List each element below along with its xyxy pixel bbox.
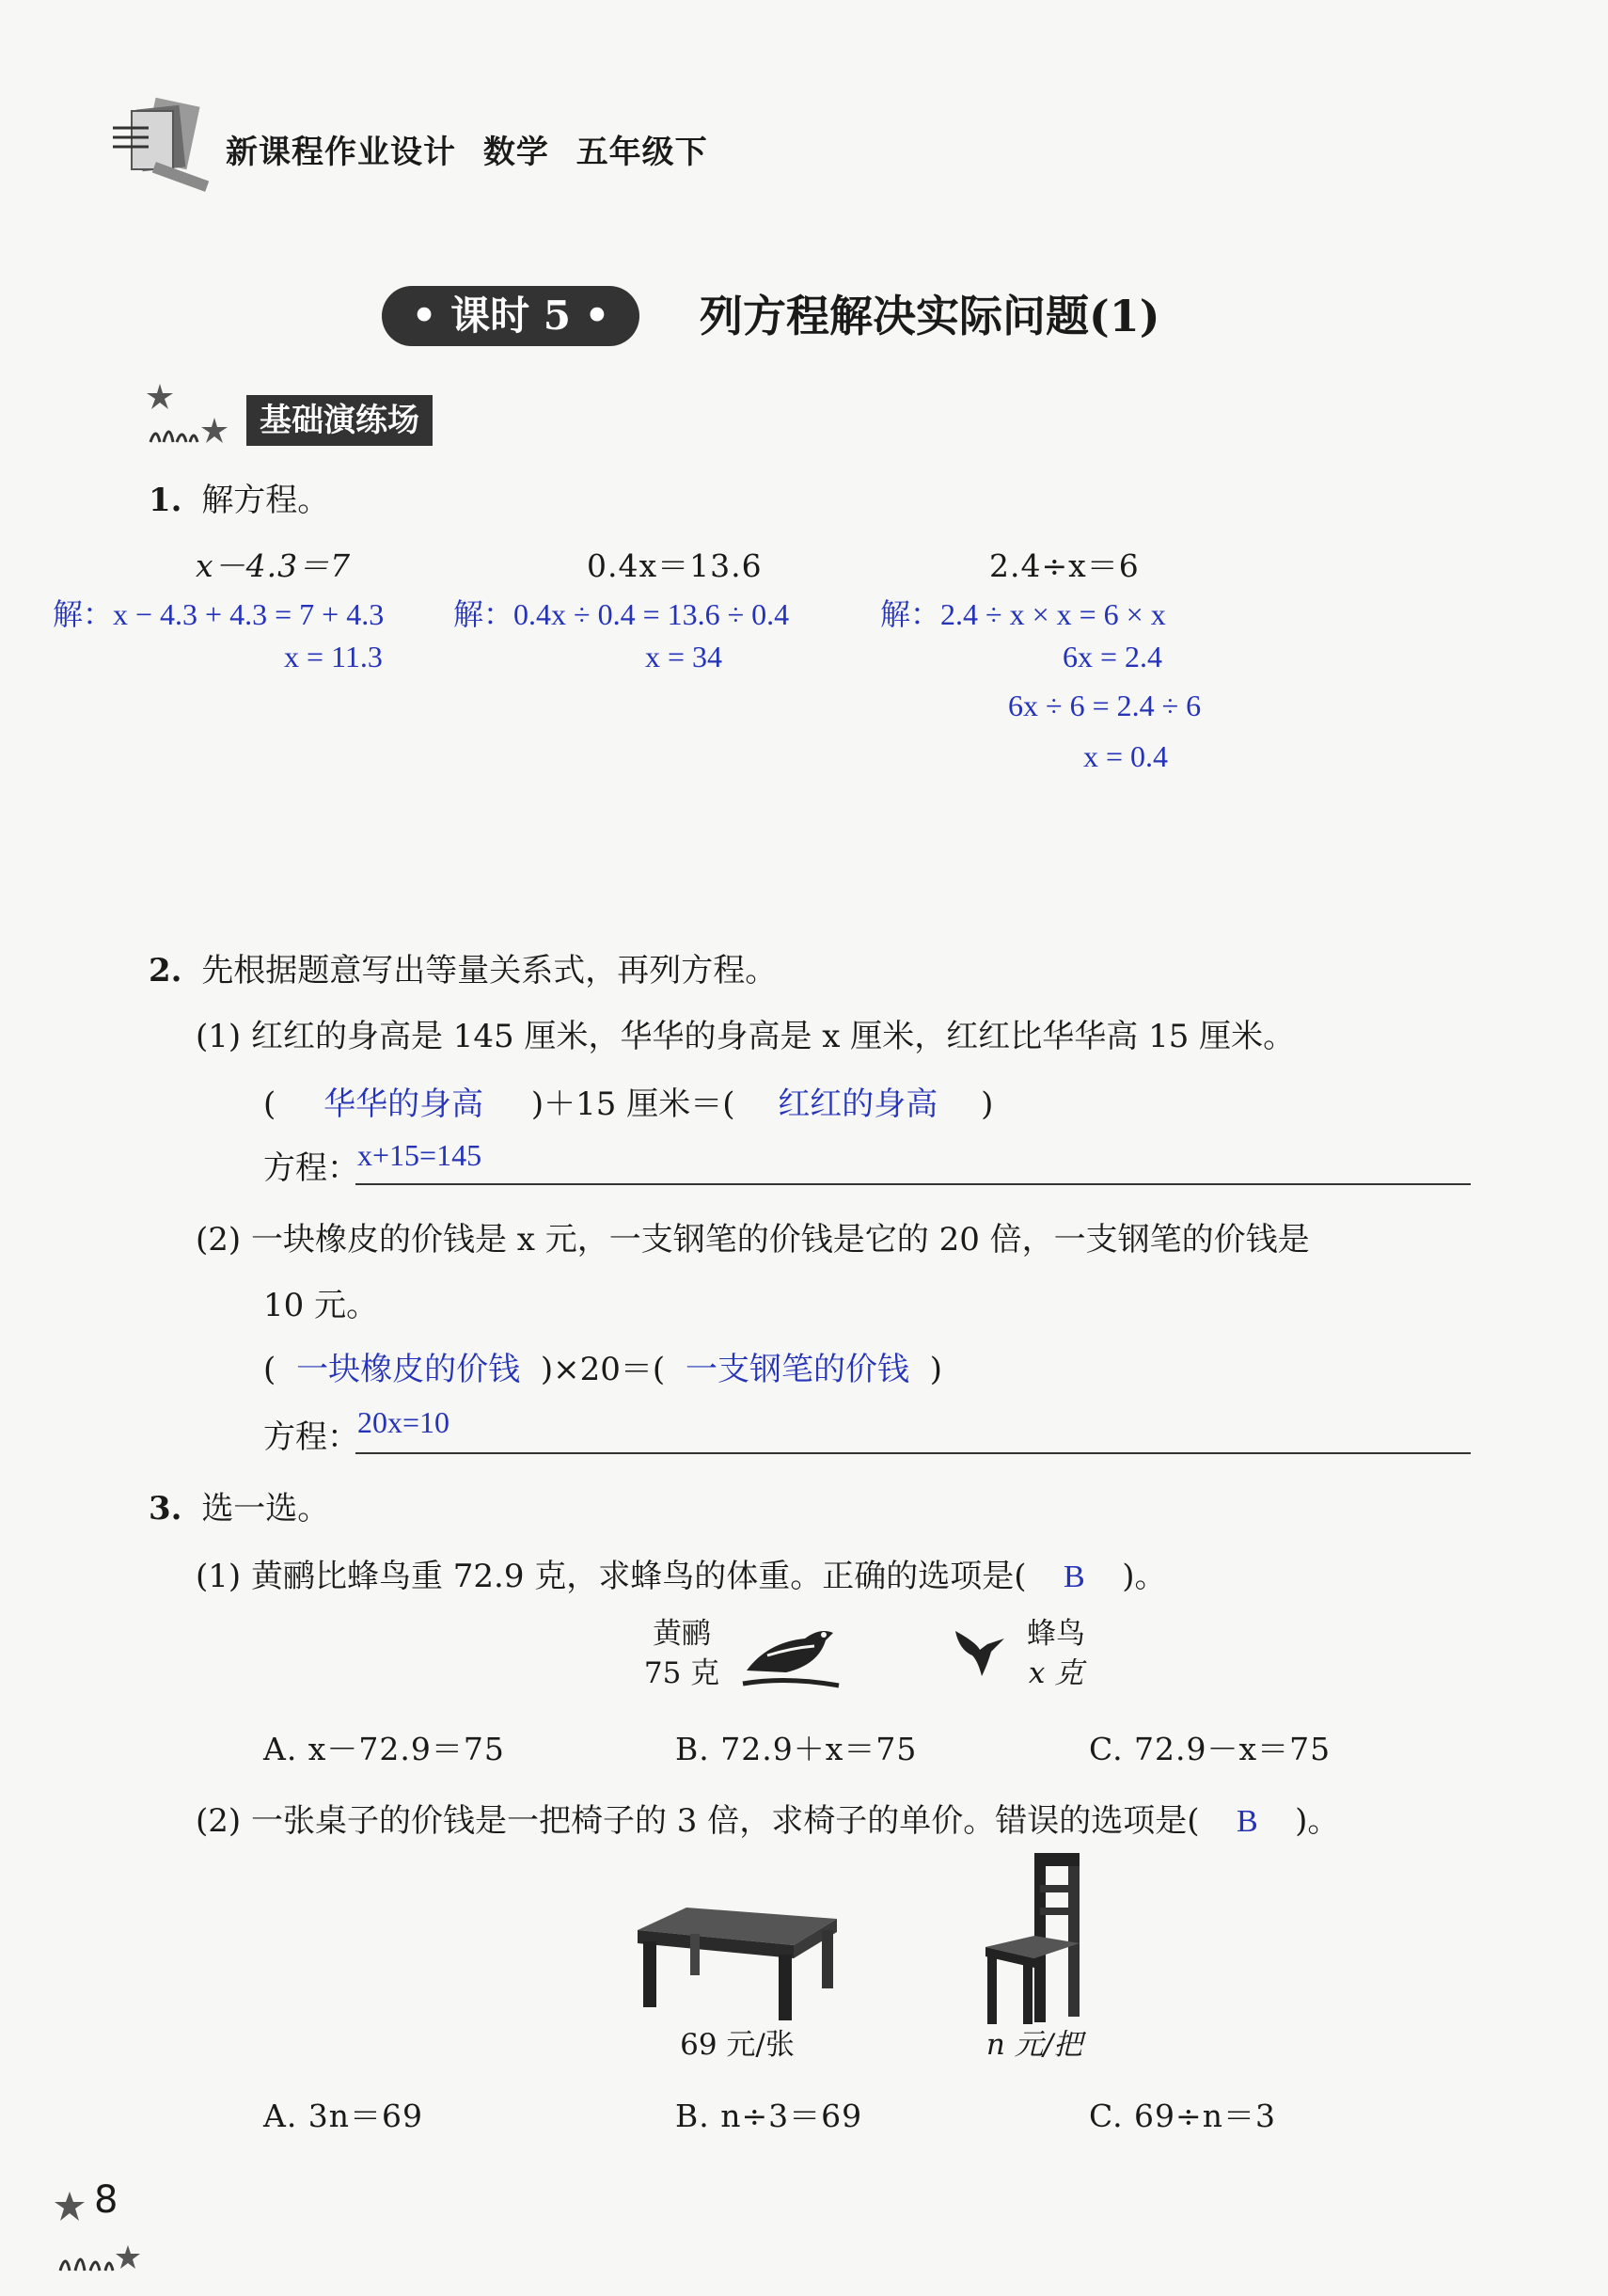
q2-p2-relation: ( 一块橡皮的价钱 )×20＝( 一支钢笔的价钱 ) (263, 1343, 1110, 1389)
q1-equation-a: x－4.3＝7 (196, 547, 352, 584)
table-image (634, 1900, 841, 2022)
oriole-weight: 75 克 (643, 1656, 720, 1690)
q1-answer-c-line3: 6x ÷ 6 = 2.4 ÷ 6 (1008, 689, 1202, 722)
q1-answer-a-line1: 解：x − 4.3 + 4.3 = 7 + 4.3 (53, 597, 385, 631)
q3-p2-option-c: C. 69÷n＝3 (1089, 2098, 1276, 2134)
q2-p1-blank2: 红红的身高 (778, 1087, 938, 1122)
q2-p2-equation-label: 方程： (263, 1418, 359, 1456)
lesson-title: 列方程解决实际问题(1) (700, 291, 1160, 341)
q1-answer-b-line2: x = 34 (645, 640, 723, 673)
q1-equation-b: 0.4x＝13.6 (587, 547, 763, 584)
q1-answer-c-line1: 解：2.4 ÷ x × x = 6 × x (880, 597, 1166, 631)
hummingbird-image (950, 1622, 1010, 1682)
q3-p2-answer: B (1236, 1804, 1258, 1839)
q3-p1-option-c: C. 72.9－x＝75 (1089, 1731, 1332, 1767)
q3-p1-answer: B (1064, 1560, 1085, 1594)
q3-prompt: 3. 选一选。 (149, 1490, 330, 1528)
q2-p2-equation-answer: 20x=10 (357, 1405, 450, 1439)
q2-p2-blank2: 一支钢笔的价钱 (685, 1353, 909, 1387)
q3-p1-option-b: B. 72.9＋x＝75 (675, 1731, 918, 1767)
oriole-icon (739, 1614, 843, 1697)
q2-p2-blank1: 一块橡皮的价钱 (296, 1353, 521, 1387)
q2-p1-equation-answer: x+15=145 (357, 1138, 482, 1172)
q3-p1-option-a: A. x－72.9＝75 (263, 1731, 505, 1767)
q1-answer-c-line2: 6x = 2.4 (1063, 640, 1163, 673)
q2-p1-relation: ( 华华的身高 )＋15 厘米＝( 红红的身高 ) (263, 1078, 1110, 1124)
oriole-image (739, 1614, 843, 1697)
books-icon (111, 94, 214, 198)
q2-p1-equation-line (355, 1183, 1471, 1185)
table-icon (634, 1900, 841, 2022)
q3-p2-option-b: B. n÷3＝69 (675, 2098, 863, 2134)
q2-p2-text-line2: 10 元。 (263, 1287, 379, 1324)
q3-p2-option-a: A. 3n＝69 (263, 2098, 424, 2134)
oriole-caption (630, 1614, 733, 1693)
q2-p1-text: (1) 红红的身高是 145 厘米，华华的身高是 x 厘米，红红比华华高 15 厘米。 (196, 1018, 1296, 1055)
q2-prompt: 2. 先根据题意写出等量关系式，再列方程。 (149, 952, 778, 990)
book-title: 新课程作业设计 (226, 134, 456, 171)
chair-image (978, 1849, 1091, 2028)
flower-grass-icon (141, 376, 244, 448)
q1-answer-a-line2: x = 11.3 (284, 640, 383, 673)
header-logo (111, 94, 214, 198)
q3-p1-text: (1) 黄鹂比蜂鸟重 72.9 克，求蜂鸟的体重。正确的选项是( B )。 (196, 1558, 1167, 1595)
table-price: 69 元/张 (680, 2028, 795, 2062)
hummingbird-icon (950, 1622, 1010, 1682)
q1-equation-c: 2.4÷x＝6 (989, 547, 1140, 584)
section-decoration (141, 376, 244, 448)
subject: 数学 (482, 134, 549, 171)
q1-answer-b-line1: 解：0.4x ÷ 0.4 = 13.6 ÷ 0.4 (453, 597, 790, 631)
q2-p1-blank1: 华华的身高 (323, 1087, 484, 1122)
q2-p1-equation-label: 方程： (263, 1149, 359, 1187)
page-number: 8 (94, 2178, 118, 2222)
grade: 五年级下 (575, 134, 708, 171)
q3-p2-text: (2) 一张桌子的价钱是一把椅子的 3 倍，求椅子的单价。错误的选项是( B )。 (196, 1802, 1340, 1840)
hummingbird-name: 蜂鸟 (1027, 1617, 1085, 1651)
hummingbird-weight: x 克 (1028, 1656, 1084, 1690)
section-title: 基础演练场 (246, 395, 433, 446)
q1-answer-c-line4: x = 0.4 (1083, 739, 1169, 773)
chair-price: n 元/把 (985, 2028, 1083, 2062)
q1-prompt: 1. 解方程。 (149, 482, 330, 519)
q2-p2-equation-line (355, 1452, 1471, 1454)
q2-p2-text-line1: (2) 一块橡皮的价钱是 x 元，一支钢笔的价钱是它的 20 倍，一支钢笔的价钱是 (196, 1221, 1310, 1259)
header-title (226, 126, 708, 172)
oriole-name: 黄鹂 (653, 1617, 711, 1651)
chair-icon (978, 1849, 1091, 2028)
hummingbird-caption (1014, 1614, 1098, 1693)
lesson-badge: • 课时 5 • (382, 286, 639, 346)
